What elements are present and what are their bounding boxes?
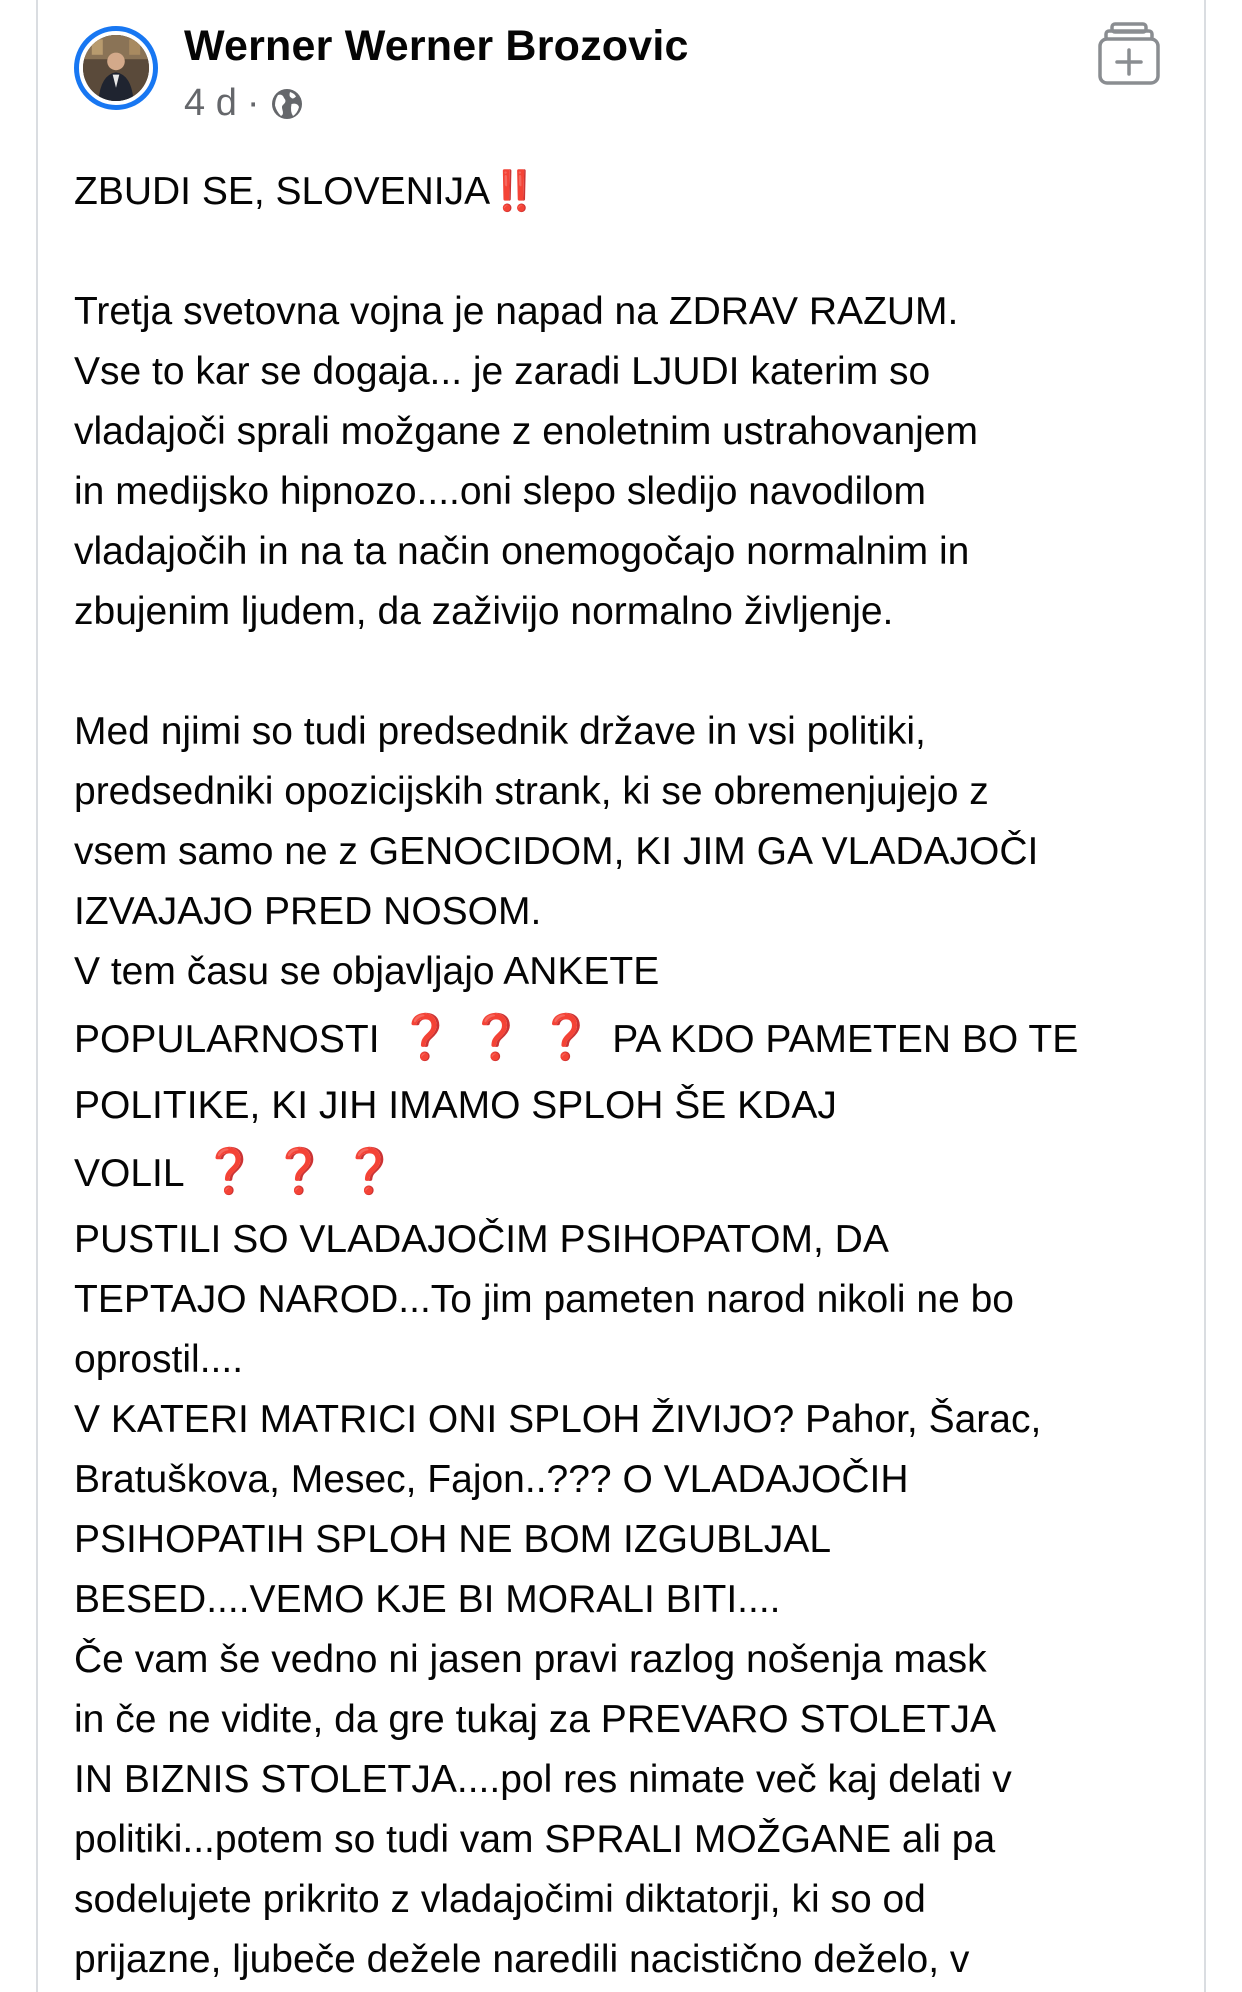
post-text-line <box>74 222 1184 282</box>
post-text-segment: IN BIZNIS STOLETJA....pol res nimate več kaj delati v <box>74 1758 1012 1801</box>
post-text-line <box>74 1750 1184 1810</box>
post-text-line <box>74 1002 1184 1076</box>
post-text-segment: Vse to kar se dogaja... je zaradi LJUDI katerim so <box>74 350 931 393</box>
post-text-segment: ZBUDI SE, SLOVENIJA <box>74 170 491 213</box>
post-text-segment: sodelujete prikrito z vladajočimi diktatorji, ki so od <box>74 1878 926 1921</box>
post-text-line <box>74 1136 1184 1210</box>
post-text-segment: BESED....VEMO KJE BI MORALI BITI.... <box>74 1578 781 1621</box>
post-text-line <box>74 882 1184 942</box>
post-text-line <box>74 162 1184 222</box>
post-text-segment: V KATERI MATRICI ONI SPLOH ŽIVIJO? Pahor, Šarac, <box>74 1398 1042 1441</box>
post-text-segment: oprostil.... <box>74 1338 244 1381</box>
post-text-segment: VOLIL <box>74 1152 184 1195</box>
post-text-line <box>74 582 1184 642</box>
post-text-line <box>74 822 1184 882</box>
post-text-segment: POLITIKE, KI JIH IMAMO SPLOH ŠE KDAJ <box>74 1084 837 1127</box>
post-text-line <box>74 522 1184 582</box>
post-text-segment: IZVAJAJO PRED NOSOM. <box>74 890 542 933</box>
post-text-segment: in če ne vidite, da gre tukaj za PREVARO STOLETJA <box>74 1698 996 1741</box>
post-text-line <box>74 1270 1184 1330</box>
post-text-line <box>74 762 1184 822</box>
globe-icon[interactable] <box>269 86 305 122</box>
author-name[interactable]: Werner Werner Brozovic <box>184 22 689 70</box>
person-photo-icon <box>83 35 149 101</box>
post-text-segment: Tretja svetovna vojna je napad na ZDRAV RAZUM. <box>74 290 959 333</box>
question-mark-emojis: ❓ ❓ ❓ <box>201 1146 397 1197</box>
post-text-line <box>74 1390 1184 1450</box>
question-mark-emojis: ❓ ❓ ❓ <box>398 1012 594 1063</box>
post-text-line <box>74 942 1184 1002</box>
post-text-segment: V tem času se objavljajo ANKETE <box>74 950 660 993</box>
post-body <box>74 162 1184 1990</box>
post-text-segment: in medijsko hipnozo....oni slepo sledijo navodilom <box>74 470 926 513</box>
avatar-photo <box>83 35 149 101</box>
post-text-segment: zbujenim ljudem, da zaživijo normalno življenje. <box>74 590 894 633</box>
meta-separator: · <box>246 82 260 124</box>
post-text-line <box>74 1450 1184 1510</box>
post-text-line <box>74 1570 1184 1630</box>
post-text-segment: politiki...potem so tudi vam SPRALI MOŽGANE ali pa <box>74 1818 996 1861</box>
post-text-segment: POPULARNOSTI <box>74 1018 380 1061</box>
post-header <box>38 0 1204 140</box>
post-text-line <box>74 402 1184 462</box>
post-text-line <box>74 1076 1184 1136</box>
post-text-line <box>74 1210 1184 1270</box>
post-text-segment: PSIHOPATIH SPLOH NE BOM IZGUBLJAL <box>74 1518 832 1561</box>
post-time[interactable]: 4 d <box>184 82 237 124</box>
post-text-segment: Če vam še vedno ni jasen pravi razlog nošenja mask <box>74 1638 987 1681</box>
post-text-line <box>74 1930 1184 1990</box>
post-text-line <box>74 1630 1184 1690</box>
post-text-segment: Med njimi so tudi predsednik države in vsi politiki, <box>74 710 926 753</box>
post-text-segment: vsem samo ne z GENOCIDOM, KI JIM GA VLADAJOČI <box>74 830 1039 873</box>
post-text-segment: PA KDO PAMETEN BO TE <box>601 1018 1079 1061</box>
post-card <box>36 0 1206 1992</box>
post-text-segment: PUSTILI SO VLADAJOČIM PSIHOPATOM, DA <box>74 1218 889 1261</box>
post-text-segment: TEPTAJO NAROD...To jim pameten narod nikoli ne bo <box>74 1278 1014 1321</box>
post-text-line <box>74 462 1184 522</box>
post-text-line <box>74 1330 1184 1390</box>
post-text-line <box>74 342 1184 402</box>
post-text-line <box>74 282 1184 342</box>
post-text-segment: vladajočih in na ta način onemogočajo normalnim in <box>74 530 970 573</box>
avatar[interactable] <box>74 26 158 110</box>
post-text-segment: Bratuškova, Mesec, Fajon..??? O VLADAJOČIH <box>74 1458 909 1501</box>
add-to-collection-button[interactable] <box>1098 22 1160 86</box>
post-text-line <box>74 1810 1184 1870</box>
post-text-line <box>74 1690 1184 1750</box>
add-to-collection-icon <box>1098 22 1160 86</box>
post-text-line <box>74 642 1184 702</box>
post-text-segment: vladajoči sprali možgane z enoletnim ustrahovanjem <box>74 410 978 453</box>
post-text-line <box>74 1510 1184 1570</box>
post-text-line <box>74 1870 1184 1930</box>
post-text-segment: predsedniki opozicijskih strank, ki se obremenjujejo z <box>74 770 989 813</box>
post-meta <box>184 82 305 125</box>
post-text-segment: prijazne, ljubeče dežele naredili nacistično deželo, v <box>74 1938 970 1981</box>
post-text-line <box>74 702 1184 762</box>
double-exclamation-emoji: ‼️ <box>490 169 541 214</box>
